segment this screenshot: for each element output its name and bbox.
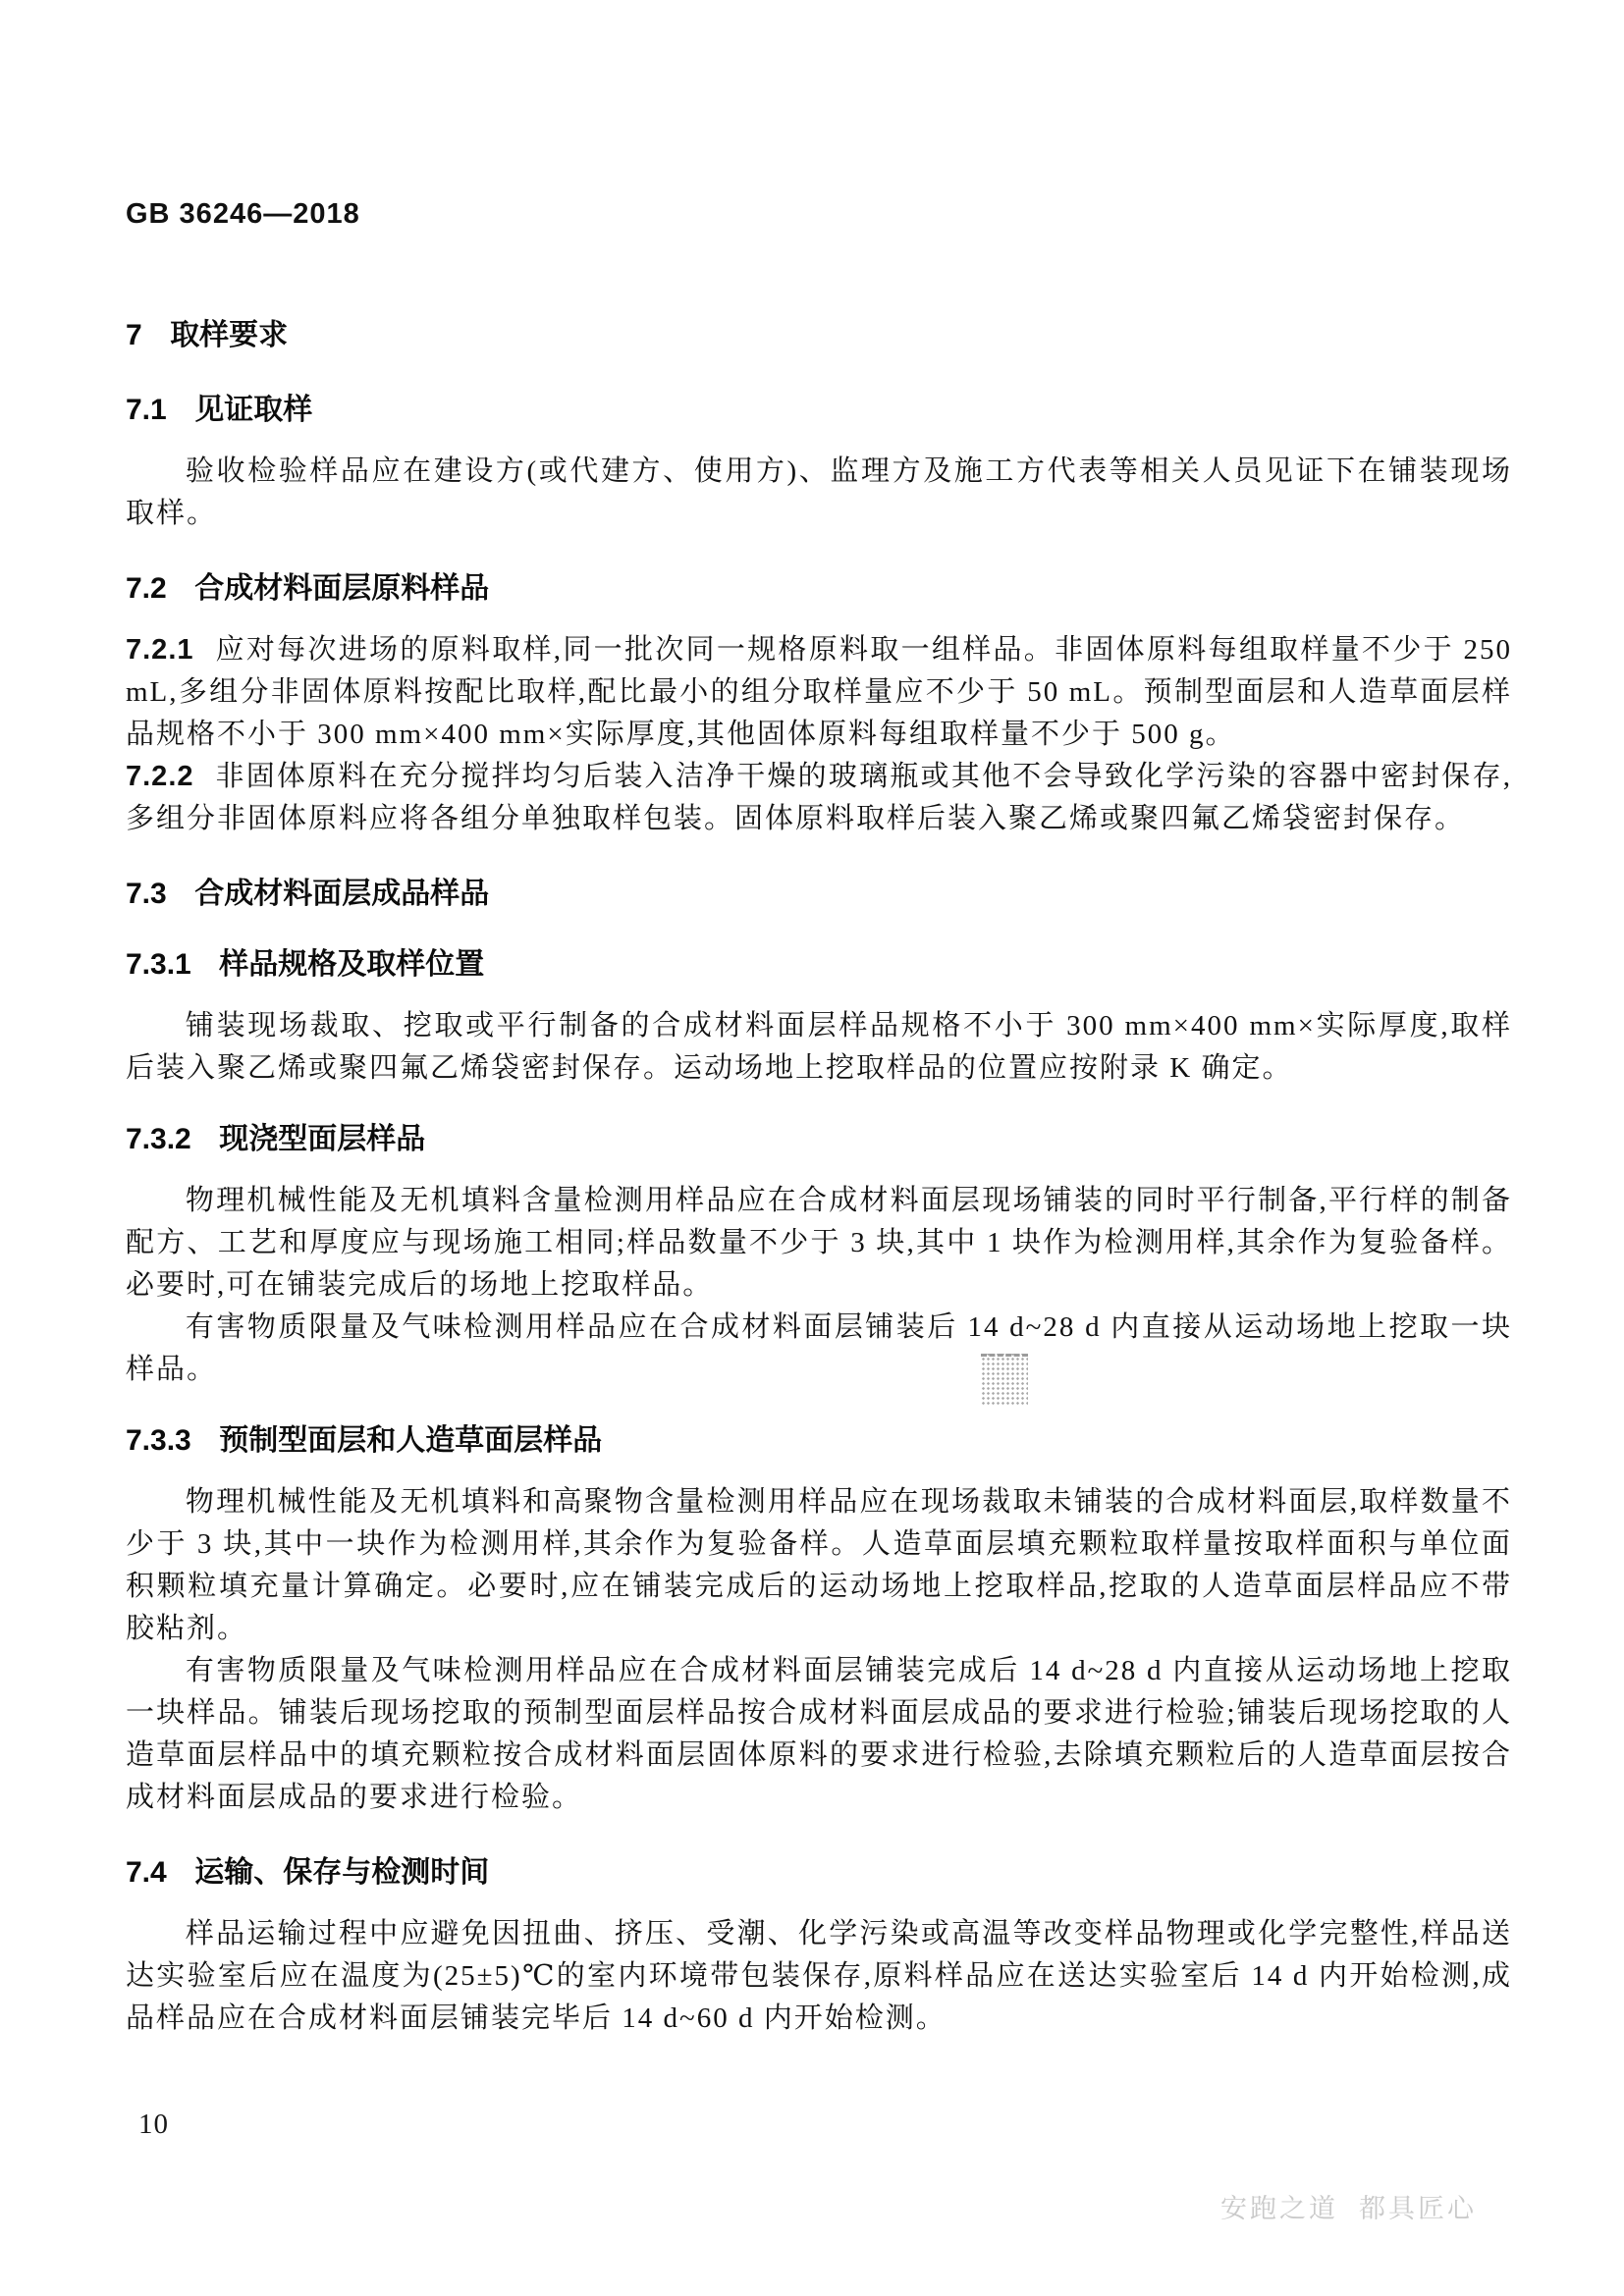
section-7-3-2-title: 现浇型面层样品 [219,1123,426,1155]
section-7-3-2-heading [126,1119,1512,1160]
section-7-2-number: 7.2 [126,572,167,605]
chapter-number: 7 [126,319,142,351]
section-7-1-title: 见证取样 [194,394,313,426]
section-7-3-1-heading [126,944,1512,986]
section-7-2-title: 合成材料面层原料样品 [194,572,490,605]
clause-7-2-1 [126,629,1512,756]
paragraph-7-1: 验收检验样品应在建设方(或代建方、使用方)、监理方及施工方代表等相关人员见证下在铺装现场取样。 [126,455,1512,529]
section-7-1-number: 7.1 [126,394,167,426]
clause-7-2-2-number: 7.2.2 [126,761,194,792]
chapter-title: 取样要求 [170,319,289,351]
paragraph-7-3-3-a: 物理机械性能及无机填料和高聚物含量检测用样品应在现场裁取未铺装的合成材料面层,取样数量不少于 3 块,其中一块作为检测用样,其余作为复验备样。人造草面层填充颗粒取样量按取样面积与单位面积颗粒填充量计算确定。必要时,应在铺装完成后的运动场地上挖取样品,挖取的人造草面层样品应不带胶粘剂。 [126,1486,1512,1644]
clause-7-2-1-text: 应对每次进场的原料取样,同一批次同一规格原料取一组样品。非固体原料每组取样量不少于 250 mL,多组分非固体原料按配比取样,配比最小的组分取样量应不少于 50 mL。预制型面层和人造草面层样品规格不小于 300 mm×400 mm×实际厚度,其他固体原料每组取样量不少于 500 g。 [126,634,1512,750]
clause-7-2-2 [126,756,1512,840]
paragraph-7-3-1: 铺装现场裁取、挖取或平行制备的合成材料面层样品规格不小于 300 mm×400 mm×实际厚度,取样后装入聚乙烯或聚四氟乙烯袋密封保存。运动场地上挖取样品的位置应按附录 K 确定。 [126,1010,1512,1084]
paragraph-7-4: 样品运输过程中应避免因扭曲、挤压、受潮、化学污染或高温等改变样品物理或化学完整性,样品送达实验室后应在温度为(25±5)℃的室内环境带包装保存,原料样品应在送达实验室后 14 d 内开始检测,成品样品应在合成材料面层铺装完毕后 14 d~60 d 内开始检测。 [126,1918,1512,2034]
watermark: 安跑之道 都具匠心 [1220,2194,1478,2223]
page-number: 10 [138,2109,169,2140]
clause-7-2-2-text: 非固体原料在充分搅拌均匀后装入洁净干燥的玻璃瓶或其他不会导致化学污染的容器中密封保存,多组分非固体原料应将各组分单独取样包装。固体原料取样后装入聚乙烯或聚四氟乙烯袋密封保存。 [126,761,1512,834]
section-7-3-number: 7.3 [126,878,167,910]
scan-stamp-artifact [981,1354,1028,1406]
section-7-3-title: 合成材料面层成品样品 [194,878,490,910]
section-7-1-heading [126,390,1512,431]
section-7-3-1-title: 样品规格及取样位置 [219,948,485,981]
section-7-4-number: 7.4 [126,1856,167,1889]
paragraph-7-3-2-b: 有害物质限量及气味检测用样品应在合成材料面层铺装后 14 d~28 d 内直接从运动场地上挖取一块样品。 [126,1311,1512,1385]
section-7-4-title: 运输、保存与检测时间 [194,1856,490,1889]
section-7-3-3-heading [126,1420,1512,1462]
paragraph-7-3-3-b: 有害物质限量及气味检测用样品应在合成材料面层铺装完成后 14 d~28 d 内直接从运动场地上挖取一块样品。铺装后现场挖取的预制型面层样品按合成材料面层成品的要求进行检验;铺装后现场挖取的人造草面层样品中的填充颗粒按合成材料面层固体原料的要求进行检验,去除填充颗粒后的人造草面层按合成材料面层成品的要求进行检验。 [126,1655,1512,1813]
clause-7-2-1-number: 7.2.1 [126,634,194,666]
section-7-4-heading [126,1852,1512,1894]
section-7-3-3-title: 预制型面层和人造草面层样品 [219,1424,603,1457]
chapter-7-heading [126,315,1512,356]
section-7-3-heading [126,874,1512,915]
section-7-3-1-number: 7.3.1 [126,948,191,981]
standard-number: GB 36246—2018 [126,198,360,230]
paragraph-7-3-2-a: 物理机械性能及无机填料含量检测用样品应在合成材料面层现场铺装的同时平行制备,平行样的制备配方、工艺和厚度应与现场施工相同;样品数量不少于 3 块,其中 1 块作为检测用样,其余作为复验备样。必要时,可在铺装完成后的场地上挖取样品。 [126,1185,1512,1301]
section-7-3-3-number: 7.3.3 [126,1424,191,1457]
section-7-3-2-number: 7.3.2 [126,1123,191,1155]
section-7-2-heading [126,568,1512,610]
